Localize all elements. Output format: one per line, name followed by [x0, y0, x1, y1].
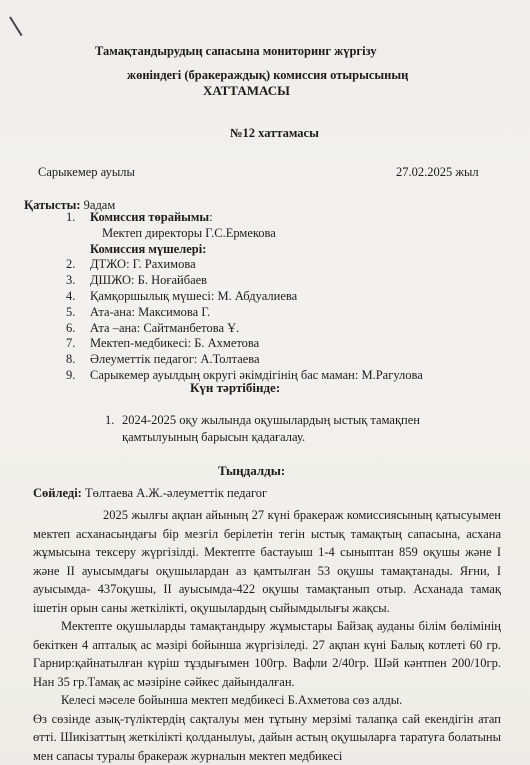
members-heading: Комиссия мүшелері: [24, 242, 423, 258]
list-item: 3. ДШЖО: Б. Ноғайбаев [24, 273, 423, 289]
list-item: 4. Қамқоршылық мүшесі: М. Абдуалиева [24, 289, 423, 305]
paragraph: 2025 жылғы ақпан айының 27 күні бракераж комиссиясының қатысуымен мектеп асханасындағы бір мезгіл берілетін тегін ыстық тамақтың сапасына, асхана жұмысына тексеру жүргізілді. Мектепте бастауыш 1-4 сыныптан 859 оқушы және I және II ауысымдағы оқушылардан аз қамтылған 53 оқушы тамақтанады. Яғни, I ауысымда- 437оқушы, II ауысымда-422 оқушы тамақтанып отыр. Асханада тамақ ішетін орын саны жеткілікті, оқушылардың сыйымдылығы жақсы. [33, 506, 501, 617]
attendance-label: Қатысты: [24, 198, 81, 212]
list-item: 5. Ата-ана: Максимова Г. [24, 305, 423, 321]
list-item: 8. Әлеуметтік педагог: А.Толтаева [24, 352, 423, 368]
paragraph: Өз сөзінде азық-түліктердің сақталуы мен тұтыну мерзімі талапқа сай екендігін атап өтті. Шикізаттың жеткілікті қолданылуы, дайын астың оқушыларға таратуға болатыны мен сапасы туралы бракераж журналын мектеп медбикесі [33, 710, 501, 765]
protocol-number: №12 хаттамасы [230, 126, 319, 141]
list-item: 2. ДТЖО: Г. Рахимова [24, 257, 423, 273]
agenda-item: 1. 2024-2025 оқу жылында оқушылардың ыстық тамақпен қамтылуының барысын қадағалау. [105, 412, 462, 446]
header-title: ХАТТАМАСЫ [203, 83, 290, 99]
list-item: 6. Ата –ана: Сайтманбетова Ұ. [24, 321, 423, 337]
list-item: 1. Комиссия төрайымы: [24, 210, 423, 226]
body-text [33, 506, 501, 765]
list-item: 7. Мектеп-медбикесі: Б. Ахметова [24, 336, 423, 352]
header-line-1: Тамақтандырудың сапасына мониторинг жүргізу [95, 44, 377, 59]
members-list [24, 210, 423, 384]
header-line-2: жөніндегі (бракераждық) комиссия отырысының [127, 68, 408, 83]
speaker [33, 486, 267, 501]
paragraph: Мектепте оқушыларды тамақтандыру жұмыстары Байзақ ауданы білім бөлімінің бекіткен 4 апталық ас мәзірі бойынша жүргізіледі. 27 ақпан күні Балық котлеті 60 гр. Гарнир:қайнатылған күріш тұздығымен 100гр. Вафли 2/40гр. Шәй кәнтпен 200/10гр. Нан 35 гр.Тамақ ас мәзіріне сәйкес дайындалған. [33, 617, 501, 691]
pen-mark [9, 16, 22, 36]
list-item: 9. Сарыкемер ауылдың округі әкімдігінің бас маман: М.Рагулова [24, 368, 423, 384]
speaker-name: Төлтаева А.Ж.-әлеуметтік педагог [82, 486, 267, 500]
paragraph: Келесі мәселе бойынша мектеп медбикесі Б.Ахметова сөз алды. [33, 691, 501, 710]
heard-heading: Тыңдалды: [218, 463, 285, 479]
chair-name: Мектеп директоры Г.С.Ермекова [24, 226, 423, 242]
attendance-value: 9адам [81, 198, 116, 212]
agenda-heading: Күн тәртібінде: [190, 380, 280, 396]
speaker-label: Сөйледі: [33, 486, 82, 500]
place: Сарыкемер ауылы [38, 165, 135, 180]
date: 27.02.2025 жыл [396, 165, 479, 180]
chair-label: Комиссия төрайымы [90, 210, 209, 224]
